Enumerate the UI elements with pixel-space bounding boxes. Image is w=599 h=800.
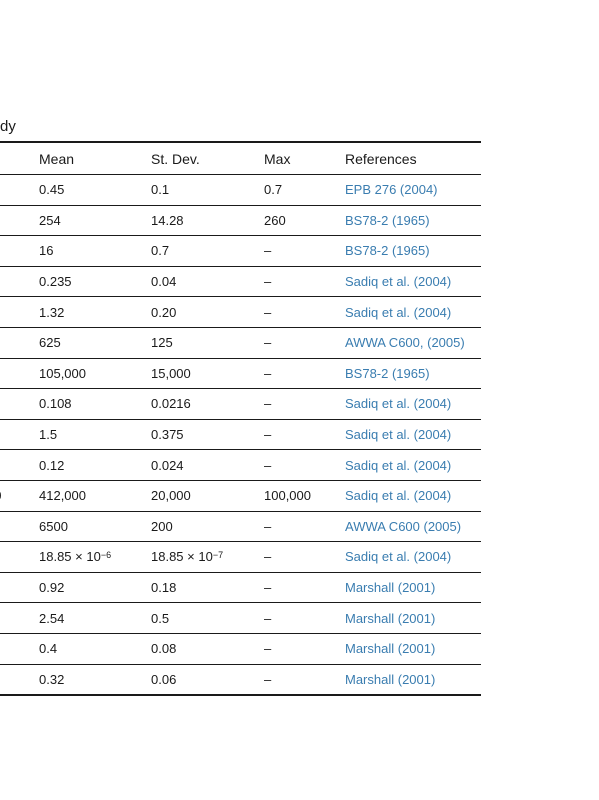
table-header-row	[0, 143, 481, 175]
table-row	[0, 665, 481, 695]
max-cell-text: –	[264, 641, 272, 657]
table-row	[0, 542, 481, 573]
mean-cell-text: 0.108	[39, 396, 72, 412]
stdev-cell	[151, 634, 176, 664]
mean-cell-exponent: −6	[100, 549, 112, 560]
reference-cell-text: Sadiq et al. (2004)	[345, 488, 452, 504]
reference-cell[interactable]	[345, 512, 461, 542]
max-cell	[264, 236, 271, 266]
stdev-cell-text: 0.375	[151, 427, 184, 443]
max-cell	[264, 450, 271, 480]
max-cell-text: –	[264, 335, 272, 351]
mean-cell-text: 625	[39, 335, 61, 351]
stdev-cell-text: 0.0216	[151, 396, 191, 412]
param-cell	[0, 512, 27, 542]
reference-cell[interactable]	[345, 450, 451, 480]
reference-cell[interactable]	[345, 603, 435, 633]
max-cell	[264, 542, 271, 572]
mean-cell	[39, 481, 86, 511]
stdev-cell-text: 18.85 × 10	[151, 549, 213, 565]
mean-cell-text: 105,000	[39, 365, 86, 381]
reference-cell[interactable]	[345, 297, 451, 327]
stdev-cell-text: 14.28	[151, 212, 184, 228]
param-cell	[0, 603, 27, 633]
stdev-cell	[151, 481, 191, 511]
max-cell-text: –	[264, 549, 272, 565]
mean-cell-text: 1.32	[39, 304, 65, 320]
param-cell	[0, 175, 27, 205]
stdev-cell-text: 0.5	[151, 610, 170, 626]
stdev-cell	[151, 450, 184, 480]
stdev-cell-text: 0.08	[151, 641, 177, 657]
reference-cell-text: Sadiq et al. (2004)	[345, 427, 452, 443]
reference-cell-text: BS78-2 (1965)	[345, 365, 430, 381]
table-row	[0, 634, 481, 665]
reference-cell-text: Marshall (2001)	[345, 580, 436, 596]
data-table	[0, 141, 481, 696]
max-cell-text: –	[264, 457, 272, 473]
table-row	[0, 481, 481, 512]
reference-cell-text: Marshall (2001)	[345, 671, 436, 687]
stdev-cell-text: 0.1	[151, 182, 170, 198]
max-cell	[264, 420, 271, 450]
stdev-cell-text: 0.18	[151, 580, 177, 596]
max-cell	[264, 603, 271, 633]
mean-cell-text: 0.235	[39, 274, 72, 290]
reference-cell-text: Marshall (2001)	[345, 641, 436, 657]
table-body	[0, 175, 481, 694]
table-row	[0, 206, 481, 237]
mean-cell	[39, 236, 53, 266]
mean-cell-text: 18.85 × 10	[39, 549, 101, 565]
max-cell-text: –	[264, 610, 272, 626]
mean-cell-text: 0.32	[39, 671, 65, 687]
max-cell	[264, 328, 271, 358]
reference-cell-text: Sadiq et al. (2004)	[345, 396, 452, 412]
max-cell-text: –	[264, 304, 272, 320]
stdev-cell	[151, 297, 176, 327]
param-cell	[0, 420, 27, 450]
reference-cell[interactable]	[345, 267, 451, 297]
table-row	[0, 297, 481, 328]
max-cell-text: 100,000	[264, 488, 311, 504]
mean-cell	[39, 389, 72, 419]
reference-cell[interactable]	[345, 634, 435, 664]
mean-cell-text: 6500	[39, 518, 68, 534]
table-row	[0, 328, 481, 359]
param-cell	[0, 236, 27, 266]
stdev-cell-text: 0.024	[151, 457, 184, 473]
reference-cell[interactable]	[345, 573, 435, 603]
stdev-cell-text: 125	[151, 335, 173, 351]
max-cell	[264, 359, 271, 389]
reference-cell[interactable]	[345, 206, 430, 236]
max-cell	[264, 481, 311, 511]
stdev-cell-text: 0.06	[151, 671, 177, 687]
mean-cell	[39, 542, 111, 572]
reference-cell-text: EPB 276 (2004)	[345, 182, 438, 198]
header-stdev: St. Dev.	[151, 150, 200, 167]
stdev-cell	[151, 389, 191, 419]
param-cell	[0, 267, 27, 297]
max-cell-text: –	[264, 518, 272, 534]
stdev-cell	[151, 603, 169, 633]
mean-cell-text: 0.45	[39, 182, 65, 198]
table-row	[0, 175, 481, 206]
max-cell	[264, 206, 286, 236]
max-cell-text: –	[264, 243, 272, 259]
param-cell	[0, 206, 27, 236]
max-cell	[264, 389, 271, 419]
mean-cell-text: 412,000	[39, 488, 86, 504]
param-cell	[0, 328, 27, 358]
mean-cell	[39, 328, 61, 358]
mean-cell	[39, 634, 57, 664]
table-row	[0, 389, 481, 420]
max-cell-text: –	[264, 274, 272, 290]
reference-cell-text: Marshall (2001)	[345, 610, 436, 626]
reference-cell[interactable]	[345, 420, 451, 450]
max-cell-text: –	[264, 580, 272, 596]
param-cell	[0, 634, 27, 664]
mean-cell	[39, 420, 57, 450]
reference-cell[interactable]	[345, 389, 451, 419]
stdev-cell	[151, 573, 176, 603]
mean-cell-text: 0.4	[39, 641, 58, 657]
mean-cell	[39, 267, 72, 297]
reference-cell[interactable]	[345, 665, 435, 695]
max-cell-text: –	[264, 671, 272, 687]
max-cell	[264, 175, 282, 205]
stdev-cell	[151, 359, 191, 389]
max-cell-text: –	[264, 427, 272, 443]
table-row	[0, 267, 481, 298]
mean-cell	[39, 206, 61, 236]
stdev-cell	[151, 206, 184, 236]
param-cell	[0, 481, 27, 511]
stdev-cell	[151, 542, 223, 572]
table-row	[0, 359, 481, 390]
mean-cell-text: 16	[39, 243, 54, 259]
stdev-cell-text: 0.20	[151, 304, 177, 320]
reference-cell[interactable]	[345, 175, 438, 205]
mean-cell	[39, 573, 64, 603]
reference-cell-text: BS78-2 (1965)	[345, 212, 430, 228]
table-row	[0, 573, 481, 604]
stdev-cell-text: 15,000	[151, 365, 191, 381]
param-cell	[0, 573, 27, 603]
header-mean: Mean	[39, 150, 75, 167]
mean-cell	[39, 450, 64, 480]
reference-cell-text: Sadiq et al. (2004)	[345, 549, 452, 565]
param-cell	[0, 665, 27, 695]
max-cell	[264, 634, 271, 664]
param-cell-text	[0, 488, 1, 503]
table-bottom-rule	[0, 694, 481, 696]
max-cell-text: –	[264, 396, 272, 412]
max-cell	[264, 573, 271, 603]
stdev-cell-text: 0.04	[151, 274, 177, 290]
table-row	[0, 420, 481, 451]
reference-cell[interactable]	[345, 481, 451, 511]
max-cell-text: –	[264, 365, 272, 381]
mean-cell-text: 0.12	[39, 457, 65, 473]
reference-cell-text: Sadiq et al. (2004)	[345, 274, 452, 290]
param-cell	[0, 297, 27, 327]
mean-cell-text: 0.92	[39, 580, 65, 596]
stdev-cell	[151, 420, 184, 450]
reference-cell[interactable]	[345, 542, 451, 572]
mean-cell	[39, 297, 64, 327]
stdev-cell-text: 20,000	[151, 488, 191, 504]
stdev-cell	[151, 236, 169, 266]
mean-cell-text: 1.5	[39, 427, 58, 443]
stdev-cell	[151, 267, 176, 297]
table-row	[0, 603, 481, 634]
mean-cell	[39, 665, 64, 695]
reference-cell-text: Sadiq et al. (2004)	[345, 304, 452, 320]
stdev-cell	[151, 512, 173, 542]
mean-cell	[39, 512, 68, 542]
table-row	[0, 236, 481, 267]
reference-cell-text: Sadiq et al. (2004)	[345, 457, 452, 473]
reference-cell[interactable]	[345, 236, 430, 266]
stdev-cell	[151, 665, 176, 695]
table-row	[0, 450, 481, 481]
max-cell	[264, 297, 271, 327]
param-cell	[0, 450, 27, 480]
header-max: Max	[264, 150, 291, 167]
mean-cell-text: 254	[39, 212, 61, 228]
max-cell	[264, 512, 271, 542]
mean-cell	[39, 359, 86, 389]
param-cell	[0, 359, 27, 389]
mean-cell-text: 2.54	[39, 610, 65, 626]
param-cell	[0, 542, 27, 572]
mean-cell	[39, 603, 64, 633]
mean-cell	[39, 175, 64, 205]
reference-cell-text: BS78-2 (1965)	[345, 243, 430, 259]
stdev-cell	[151, 328, 173, 358]
header-references: References	[345, 150, 417, 167]
reference-cell-text: AWWA C600, (2005)	[345, 335, 465, 351]
max-cell-text: 260	[264, 212, 286, 228]
max-cell	[264, 267, 271, 297]
max-cell-text: 0.7	[264, 182, 283, 198]
reference-cell[interactable]	[345, 359, 430, 389]
stdev-cell-text: 0.7	[151, 243, 170, 259]
param-cell	[0, 389, 27, 419]
max-cell	[264, 665, 271, 695]
stdev-cell-exponent: −7	[212, 549, 224, 560]
table-row	[0, 512, 481, 543]
reference-cell[interactable]	[345, 328, 465, 358]
reference-cell-text: AWWA C600 (2005)	[345, 518, 462, 534]
table-caption: dy	[0, 118, 16, 135]
stdev-cell-text: 200	[151, 518, 173, 534]
stdev-cell	[151, 175, 169, 205]
